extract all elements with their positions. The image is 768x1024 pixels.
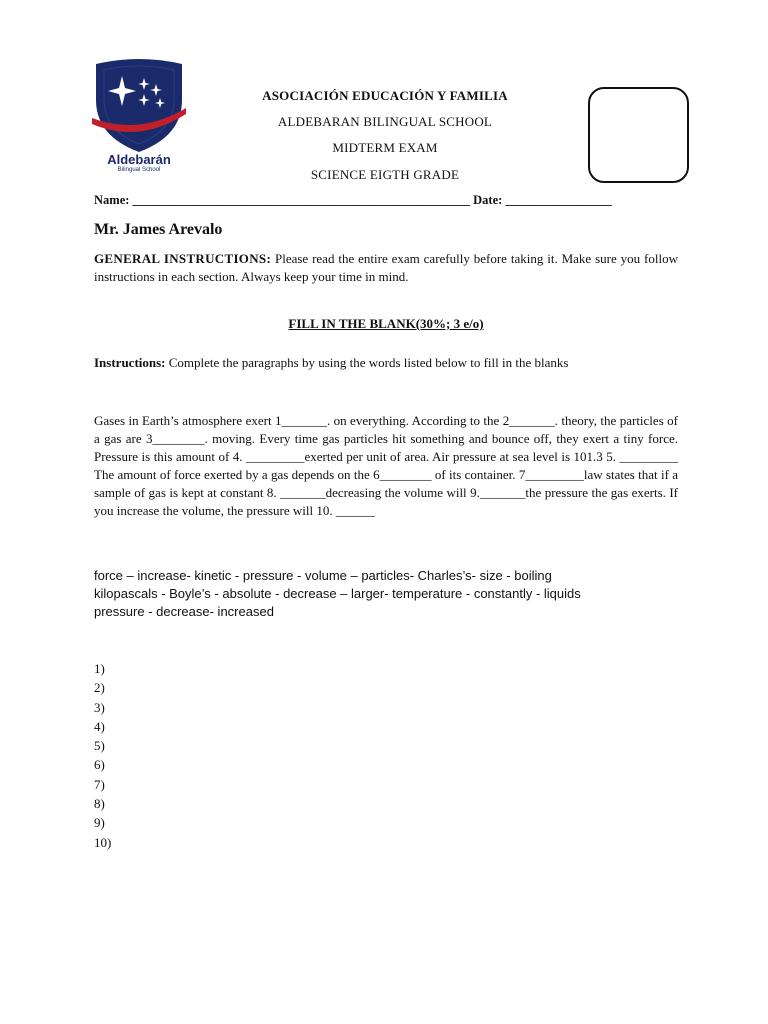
date-label: Date: [470, 193, 506, 207]
name-date-line [94, 193, 674, 208]
name-label: Name: [94, 193, 133, 207]
answer-item[interactable]: 10) [94, 834, 112, 850]
teacher-name: Mr. James Arevalo [94, 221, 223, 238]
answer-item[interactable]: 7) [94, 776, 105, 792]
general-instructions-label: GENERAL INSTRUCTIONS: [94, 251, 272, 266]
answer-item[interactable]: 9) [94, 815, 105, 831]
logo-subtitle: Bilingual School [117, 167, 161, 173]
answer-item[interactable]: 4) [94, 718, 105, 734]
answer-item[interactable]: 1) [94, 661, 105, 676]
answer-item[interactable]: 3) [94, 699, 105, 715]
date-field[interactable]: _________________ [505, 193, 612, 207]
fill-in-paragraph: Gases in Earth’s atmosphere exert 1_______. on everything. According to the 2_______. theory, the particles of a gas are 3________. moving. Every time gas particles hit something and bounce off, they exert a tiny force. Pressure is this amount of 4. _________exerted per unit of area. Air pressure at sea level is 101.3 5. _________ The amount of force exerted by a gas depends on the 6________ of its container. 7_________law states that if a sample of gas is kept at constant 8. _______decreasing the volume will 9._______the pressure the gas exerts. If you increase the volume, the pressure will 10. ______ [94, 413, 678, 518]
answer-item[interactable]: 2) [94, 680, 105, 696]
grade-box [588, 87, 689, 183]
answer-list [94, 659, 111, 852]
school-logo [92, 58, 186, 176]
name-field[interactable]: ______________________________________________________ [132, 193, 471, 207]
general-instructions [94, 250, 678, 286]
word-bank-line: kilopascals - Boyle’s - absolute - decrease – larger- temperature - constantly - liquids [94, 586, 581, 601]
word-bank [94, 567, 694, 621]
header-association: ASOCIACIÓN EDUCACIÓN Y FAMILIA [262, 88, 508, 103]
header-school: ALDEBARAN BILINGUAL SCHOOL [277, 114, 493, 129]
answer-item[interactable]: 5) [94, 738, 105, 754]
header-subject: SCIENCE EIGTH GRADE [310, 167, 460, 182]
header-exam: MIDTERM EXAM [332, 140, 438, 155]
section-instructions [94, 354, 678, 371]
logo-wordmark: Aldebarán [107, 152, 171, 167]
word-bank-line: force – increase- kinetic - pressure - volume – particles- Charles’s- size - boiling [94, 568, 552, 583]
instructions-text: Complete the paragraphs by using the words listed below to fill in the blanks [165, 355, 569, 370]
general-instructions-text: Please read the entire exam carefully before taking it. Make sure you follow instructions in each section. Always keep your time in mind. [94, 251, 678, 284]
section-title: FILL IN THE BLANK(30%; 3 e/o) [288, 316, 484, 331]
word-bank-line: pressure - decrease- increased [94, 604, 274, 619]
answer-item[interactable]: 8) [94, 796, 105, 812]
instructions-label: Instructions: [94, 355, 166, 370]
shield-icon [92, 58, 186, 153]
answer-item[interactable]: 6) [94, 757, 105, 773]
